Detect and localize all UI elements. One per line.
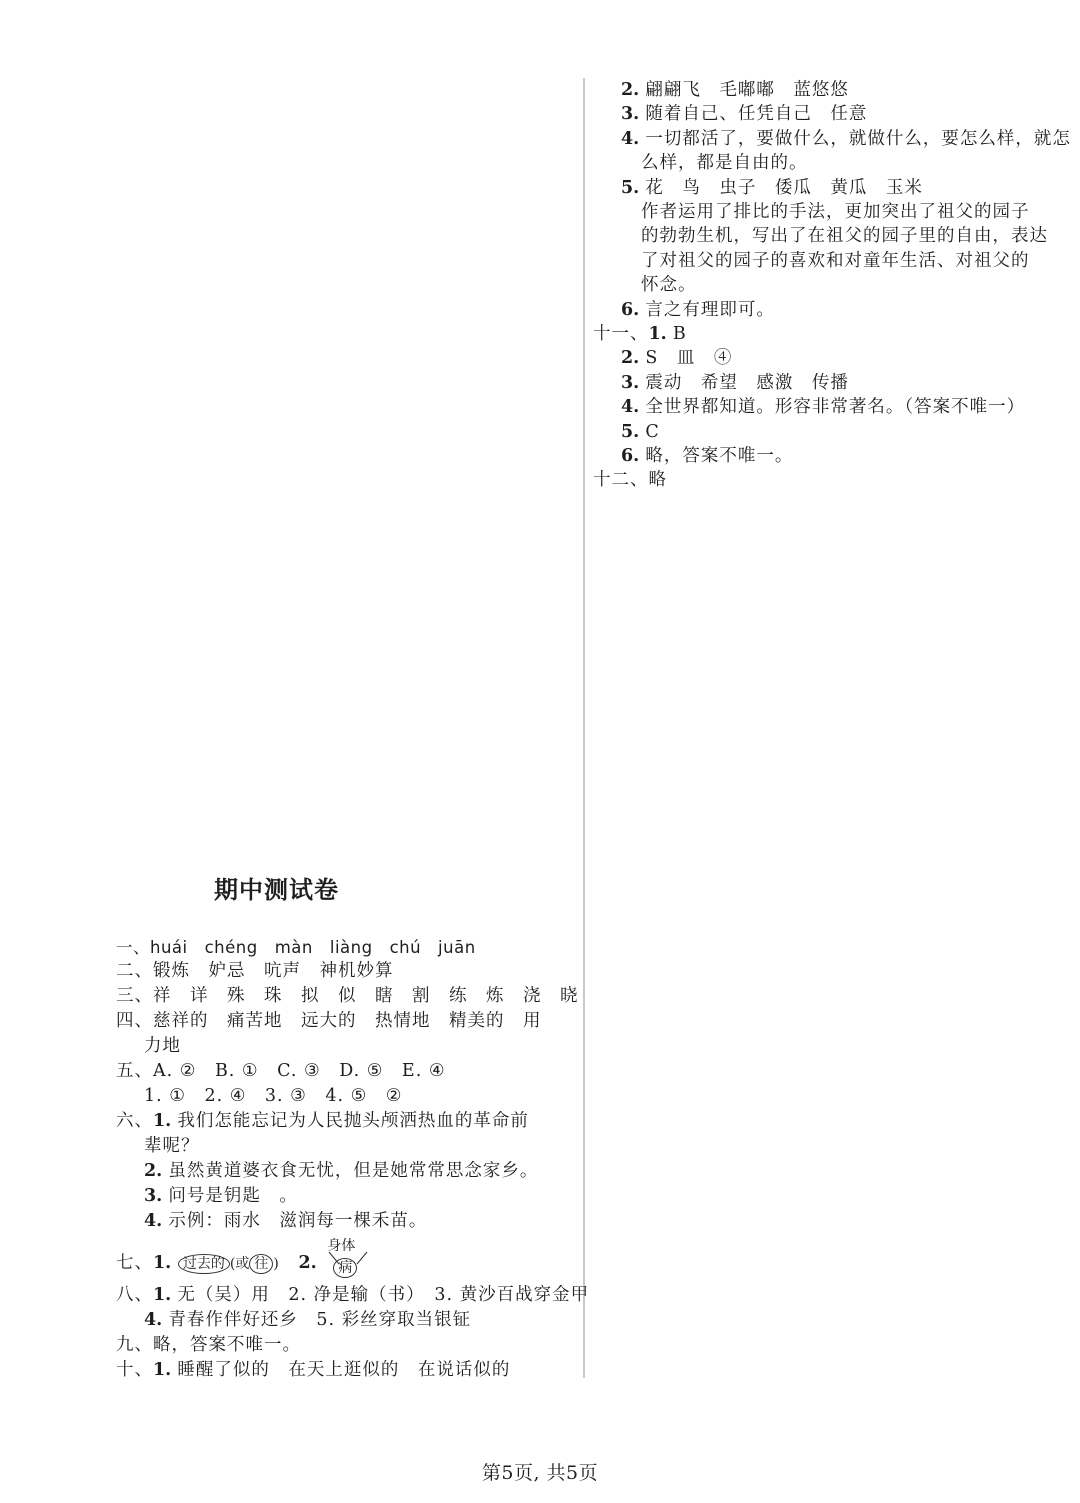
answer-line: 了对祖父的园子的喜欢和对童年生活、对祖父的	[641, 250, 1030, 271]
answer-line: 3. 震动 希望 感激 传播	[621, 372, 849, 393]
page-footer: 第5页, 共5页	[481, 1462, 599, 1484]
answer-line: 2. S 皿 ④	[621, 348, 733, 369]
answer-line: 辈呢？	[144, 1136, 200, 1156]
answer-line: 六、1. 我们怎能忘记为人民抛头颅洒热血的革命前	[116, 1111, 529, 1131]
answer-line: 4. 全世界都知道。形容非常著名。（答案不唯一）	[621, 397, 1026, 418]
answer-line: 二、锻炼 妒忌 吭声 神机妙算	[116, 961, 394, 981]
answer-line: 6. 略，答案不唯一。	[621, 446, 794, 466]
answer-line: 6. 言之有理即可。	[621, 299, 775, 320]
answer-line: 的勃勃生机，写出了在祖父的园子里的自由，表达	[641, 226, 1048, 247]
column-divider	[583, 78, 585, 1378]
answer-line: 作者运用了排比的手法，更加突出了祖父的园子	[641, 202, 1030, 222]
answer-line: 5. C	[621, 421, 660, 442]
answer-line: 1. ① 2. ④ 3. ③ 4. ⑤ ②	[144, 1086, 403, 1106]
answer-line: 2. 虽然黄道婆衣食无忧，但是她常常思念家乡。	[144, 1161, 539, 1181]
answer-line: 3. 随着自己、任凭自己 任意	[621, 104, 868, 125]
answer-line: 十二、略	[593, 470, 667, 491]
answer-line: 4. 青春作伴好还乡 5. 彩丝穿取当银钲	[144, 1310, 472, 1330]
word-diagram: 身体 病	[323, 1242, 373, 1278]
answer-line: 4. 示例：雨水 滋润每一棵禾苗。	[144, 1211, 428, 1231]
answer-line: 十一、1. B	[593, 324, 687, 344]
answer-line: 3. 问号是钥匙 。	[144, 1186, 298, 1206]
section-title: 期中测试卷	[214, 876, 339, 904]
answer-line: 九、略，答案不唯一。	[116, 1335, 301, 1355]
answer-line: 五、A. ② B. ① C. ③ D. ⑤ E. ④	[116, 1061, 446, 1081]
answer-line: 十、1. 睡醒了似的 在天上逛似的 在说话似的	[116, 1360, 511, 1380]
q7-line: 七、1. 过去的 (或 往 ) 2. 身体 病	[116, 1242, 373, 1282]
answer-line: 么样，都是自由的。	[641, 153, 808, 174]
circled-word-2: 往	[249, 1254, 273, 1274]
answer-line: 2. 翩翩飞 毛嘟嘟 蓝悠悠	[621, 80, 849, 100]
pinyin-line: 一、huái chéng màn liàng chú juān	[116, 938, 476, 957]
answer-line: 怀念。	[641, 275, 697, 296]
answer-line: 八、1. 无（吴）用 2. 净是输（书） 3. 黄沙百战穿金甲	[116, 1285, 590, 1305]
answer-line: 4. 一切都活了，要做什么，就做什么，要怎么样，就怎	[621, 128, 1071, 149]
answer-line: 三、祥 详 殊 珠 拟 似 瞎 割 练 炼 浇 晓	[116, 986, 579, 1006]
answer-line: 5. 花 鸟 虫子 倭瓜 黄瓜 玉米	[621, 177, 923, 198]
answer-line: 力地	[144, 1036, 181, 1056]
answer-line: 四、慈祥的 痛苦地 远大的 热情地 精美的 用	[116, 1011, 542, 1031]
circled-word-1: 过去的	[178, 1254, 230, 1274]
circled-word-3: 病	[333, 1258, 357, 1278]
